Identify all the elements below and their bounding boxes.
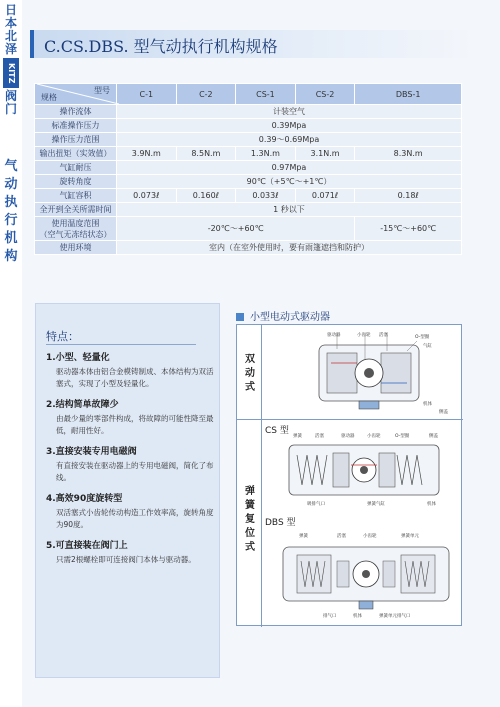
- label-char: 簧: [245, 500, 255, 511]
- category-vertical: [3, 158, 19, 266]
- page-title: C.CS.DBS. 型气动执行机构规格: [44, 37, 278, 56]
- callout-label: 机体: [423, 402, 432, 407]
- callout-label: 小齿轮: [363, 534, 377, 539]
- row-value: 8.5N.m: [176, 147, 236, 161]
- row-value: 室内（在室外使用时，要有雨篷遮挡和防护）: [117, 241, 462, 255]
- double-acting-label: [244, 353, 256, 395]
- features-box: [35, 303, 220, 678]
- category-char: 机: [4, 231, 18, 246]
- row-value: 0.39Mpa: [117, 119, 462, 133]
- feature-body: 双活塞式小齿轮传动构造工作效率高，旋转角度为90度。: [56, 508, 214, 529]
- callout-label: 机体: [427, 502, 436, 507]
- row-value: 0.18ℓ: [355, 189, 462, 203]
- row-label: 旋转角度: [35, 175, 117, 189]
- diagram-title-text: 小型电动式驱动器: [250, 312, 330, 323]
- row-label-line: （空气无冻结状态）: [39, 229, 112, 239]
- callout-label: 驱动器: [327, 333, 341, 338]
- panel-column-divider: [261, 325, 262, 627]
- callout-label: O-型圈: [415, 335, 430, 340]
- feature-body: 由最少量的零部件构成，将故障的可能性降至最低，耐用性好。: [56, 414, 214, 435]
- row-value: 0.071ℓ: [295, 189, 355, 203]
- feature-heading: 3.直接安装专用电磁阀: [46, 447, 137, 457]
- callout-label: 排气口: [323, 614, 337, 619]
- callout-label: 活塞: [337, 534, 346, 539]
- brand-char: 日: [4, 3, 17, 17]
- row-label: 标准操作压力: [35, 119, 117, 133]
- right-piston: [381, 353, 411, 393]
- callout-label: 驱动器: [341, 434, 355, 439]
- double-acting-diagram: [267, 329, 459, 415]
- category-char: 执: [4, 195, 18, 210]
- square-bullet-icon: [236, 313, 244, 321]
- feature-heading: 5.可直接装在阀门上: [46, 541, 128, 551]
- table-row: [35, 133, 462, 147]
- label-char: 复: [245, 514, 255, 525]
- diagram-panel: [236, 324, 462, 626]
- row-value: 90℃（+5℃～+1℃）: [117, 175, 462, 189]
- header-type-label: 型号: [94, 86, 110, 95]
- feature-body: 只需2根螺栓即可连接阀门本体与驱动器。: [56, 555, 196, 564]
- row-value: 0.033ℓ: [236, 189, 296, 203]
- callout-label: 弹簧: [293, 434, 302, 439]
- label-char: 动: [245, 368, 255, 379]
- model-header: C-2: [176, 84, 236, 105]
- port-block: [359, 401, 379, 409]
- row-value: -20℃～+60℃: [117, 217, 355, 241]
- callout-label: 弹簧: [299, 534, 308, 539]
- pinion-center: [362, 570, 370, 578]
- callout-label: 气缸: [423, 344, 432, 349]
- label-char: 式: [245, 542, 255, 553]
- category-char: 动: [4, 177, 18, 192]
- diagram-title: [236, 308, 330, 323]
- row-value: 0.97Mpa: [117, 161, 462, 175]
- callout-label: 活塞: [315, 434, 324, 439]
- left-brand-strip: [0, 0, 22, 707]
- row-label: 使用环境: [35, 241, 117, 255]
- spring-unit: [297, 555, 331, 593]
- table-row: [35, 161, 462, 175]
- spring-unit: [401, 555, 435, 593]
- callout-label: 侧盖: [439, 410, 448, 415]
- callout-label: 活塞: [379, 333, 388, 338]
- row-label: 操作流体: [35, 105, 117, 119]
- panel-row-divider: [237, 419, 463, 420]
- cs-type-label: CS 型: [265, 426, 289, 436]
- spring-return-label: [244, 485, 256, 555]
- category-char: 气: [4, 159, 18, 174]
- row-value: 1.3N.m: [236, 147, 296, 161]
- brand-char: 泽: [4, 42, 17, 56]
- row-label-line: 使用温度范围: [51, 218, 100, 228]
- page-title-bar: [30, 30, 472, 58]
- table-row: [35, 147, 462, 161]
- header-spec-label: 规格: [41, 93, 57, 102]
- row-value: 8.3N.m: [355, 147, 462, 161]
- label-char: 位: [245, 528, 255, 539]
- exhaust-port: [359, 601, 373, 609]
- pinion-center: [360, 466, 368, 474]
- category-char: 行: [4, 213, 18, 228]
- callout-label: 吸排气口: [307, 502, 325, 507]
- model-header: CS-1: [236, 84, 296, 105]
- model-header: DBS-1: [355, 84, 462, 105]
- spec-table: [34, 83, 462, 255]
- features-list: [46, 350, 216, 573]
- feature-heading: 4.高效90度旋转型: [46, 494, 123, 504]
- row-label: 全开到全关所需时间: [35, 203, 117, 217]
- dbs-type-label: DBS 型: [265, 518, 296, 528]
- brand-char: 阀: [4, 89, 17, 103]
- table-row: [35, 175, 462, 189]
- callout-label: 弹簧单元: [401, 534, 419, 539]
- row-value: 3.9N.m: [117, 147, 177, 161]
- header-corner-cell: [35, 84, 117, 105]
- feature-body: 驱动器本体由铝合金模铸制成、本体结构为双活塞式，实现了小型及轻量化。: [56, 367, 214, 388]
- table-row: [35, 203, 462, 217]
- row-label: 操作压力范围: [35, 133, 117, 147]
- row-label: 气缸耐压: [35, 161, 117, 175]
- callout-label: 小齿轮: [367, 434, 381, 439]
- cs-type-diagram: [267, 425, 459, 511]
- piston: [379, 453, 395, 487]
- row-value: 计装空气: [117, 105, 462, 119]
- kitz-logo: KITZ: [3, 58, 19, 88]
- model-header: CS-2: [295, 84, 355, 105]
- features-title: 特点：: [46, 330, 79, 343]
- row-value: 0.39～0.69Mpa: [117, 133, 462, 147]
- feature-item: [46, 350, 216, 390]
- table-row: [35, 105, 462, 119]
- dbs-type-diagram: [267, 525, 459, 623]
- piston: [337, 561, 349, 587]
- left-piston: [327, 353, 357, 393]
- feature-item: [46, 491, 216, 531]
- piston: [383, 561, 395, 587]
- row-value: 1 秒以下: [117, 203, 462, 217]
- piston: [333, 453, 349, 487]
- feature-item: [46, 444, 216, 484]
- feature-body: 有直接安装在驱动器上的专用电磁阀，简化了布线。: [56, 461, 214, 482]
- callout-label: 弹簧气缸: [367, 502, 385, 507]
- pinion-center: [364, 368, 374, 378]
- callout-label: 弹簧单元排气口: [379, 614, 411, 619]
- label-char: 双: [245, 354, 255, 365]
- table-row: [35, 189, 462, 203]
- row-value: 3.1N.m: [295, 147, 355, 161]
- callout-label: 侧盖: [429, 434, 438, 439]
- category-char: 构: [4, 249, 18, 264]
- row-label-multiline: [35, 217, 117, 241]
- model-header: C-1: [117, 84, 177, 105]
- table-row: [35, 119, 462, 133]
- row-value: -15℃～+60℃: [355, 217, 462, 241]
- label-char: 式: [245, 382, 255, 393]
- row-label: 气缸容积: [35, 189, 117, 203]
- callout-label: 机体: [353, 614, 362, 619]
- callout-label: 小齿轮: [357, 333, 371, 338]
- feature-item: [46, 538, 216, 566]
- feature-heading: 1.小型、轻量化: [46, 353, 110, 363]
- callout-label: O-型圈: [395, 434, 410, 439]
- features-title-underline: [46, 344, 196, 345]
- row-label: 输出扭矩（实效值）: [35, 147, 117, 161]
- table-row: [35, 241, 462, 255]
- row-value: 0.160ℓ: [176, 189, 236, 203]
- brand-char: 北: [4, 29, 17, 43]
- feature-item: [46, 397, 216, 437]
- brand-vertical: [3, 4, 19, 116]
- brand-char: 门: [4, 102, 17, 116]
- brand-char: 本: [4, 16, 17, 30]
- row-value: 0.073ℓ: [117, 189, 177, 203]
- label-char: 弹: [245, 486, 255, 497]
- feature-heading: 2.结构简单故障少: [46, 400, 119, 410]
- table-header-row: [35, 84, 462, 105]
- table-row: [35, 217, 462, 241]
